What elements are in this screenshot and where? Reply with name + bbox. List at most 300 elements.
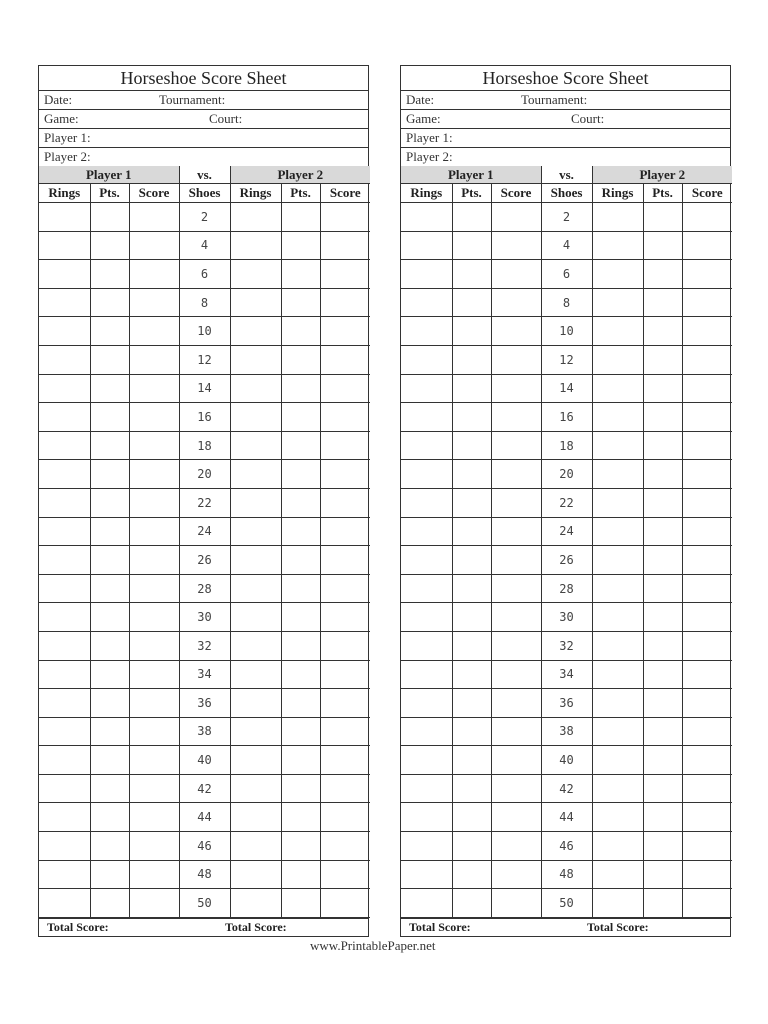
score-input-cell[interactable] (281, 288, 320, 317)
score-input-cell[interactable] (230, 603, 281, 632)
score-input-cell[interactable] (320, 832, 370, 861)
score-input-cell[interactable] (643, 803, 682, 832)
score-input-cell[interactable] (401, 546, 452, 575)
score-input-cell[interactable] (643, 546, 682, 575)
score-input-cell[interactable] (682, 260, 732, 289)
score-input-cell[interactable] (452, 460, 491, 489)
score-input-cell[interactable] (90, 288, 129, 317)
score-input-cell[interactable] (592, 431, 643, 460)
score-input-cell[interactable] (230, 488, 281, 517)
score-input-cell[interactable] (401, 460, 452, 489)
score-input-cell[interactable] (592, 889, 643, 918)
score-input-cell[interactable] (592, 345, 643, 374)
score-input-cell[interactable] (281, 832, 320, 861)
score-input-cell[interactable] (491, 546, 541, 575)
score-input-cell[interactable] (491, 832, 541, 861)
score-input-cell[interactable] (643, 689, 682, 718)
score-input-cell[interactable] (491, 488, 541, 517)
score-input-cell[interactable] (643, 260, 682, 289)
score-input-cell[interactable] (90, 431, 129, 460)
score-input-cell[interactable] (491, 803, 541, 832)
score-input-cell[interactable] (39, 689, 90, 718)
score-input-cell[interactable] (39, 231, 90, 260)
score-input-cell[interactable] (452, 689, 491, 718)
score-input-cell[interactable] (401, 431, 452, 460)
score-input-cell[interactable] (592, 574, 643, 603)
score-input-cell[interactable] (129, 546, 179, 575)
score-input-cell[interactable] (39, 431, 90, 460)
score-input-cell[interactable] (129, 717, 179, 746)
score-input-cell[interactable] (281, 488, 320, 517)
score-input-cell[interactable] (682, 403, 732, 432)
score-input-cell[interactable] (401, 717, 452, 746)
score-input-cell[interactable] (592, 774, 643, 803)
score-input-cell[interactable] (39, 574, 90, 603)
score-input-cell[interactable] (129, 689, 179, 718)
score-input-cell[interactable] (643, 488, 682, 517)
score-input-cell[interactable] (230, 317, 281, 346)
score-input-cell[interactable] (320, 517, 370, 546)
score-input-cell[interactable] (491, 431, 541, 460)
score-input-cell[interactable] (320, 889, 370, 918)
score-input-cell[interactable] (129, 832, 179, 861)
score-input-cell[interactable] (320, 860, 370, 889)
score-input-cell[interactable] (281, 717, 320, 746)
score-input-cell[interactable] (401, 660, 452, 689)
score-input-cell[interactable] (230, 860, 281, 889)
score-input-cell[interactable] (129, 603, 179, 632)
score-input-cell[interactable] (643, 431, 682, 460)
score-input-cell[interactable] (643, 345, 682, 374)
score-input-cell[interactable] (643, 403, 682, 432)
score-input-cell[interactable] (401, 631, 452, 660)
score-input-cell[interactable] (230, 717, 281, 746)
score-input-cell[interactable] (39, 288, 90, 317)
score-input-cell[interactable] (452, 832, 491, 861)
score-input-cell[interactable] (643, 774, 682, 803)
score-input-cell[interactable] (592, 231, 643, 260)
score-input-cell[interactable] (643, 288, 682, 317)
score-input-cell[interactable] (643, 374, 682, 403)
score-input-cell[interactable] (281, 345, 320, 374)
score-input-cell[interactable] (39, 517, 90, 546)
score-input-cell[interactable] (129, 660, 179, 689)
score-input-cell[interactable] (320, 231, 370, 260)
score-input-cell[interactable] (90, 203, 129, 232)
score-input-cell[interactable] (452, 203, 491, 232)
score-input-cell[interactable] (491, 460, 541, 489)
score-input-cell[interactable] (643, 660, 682, 689)
score-input-cell[interactable] (491, 889, 541, 918)
score-input-cell[interactable] (230, 403, 281, 432)
score-input-cell[interactable] (592, 746, 643, 775)
score-input-cell[interactable] (452, 488, 491, 517)
score-input-cell[interactable] (401, 231, 452, 260)
player1-row[interactable] (39, 129, 368, 148)
score-input-cell[interactable] (320, 345, 370, 374)
score-input-cell[interactable] (643, 231, 682, 260)
score-input-cell[interactable] (320, 317, 370, 346)
score-input-cell[interactable] (643, 746, 682, 775)
score-input-cell[interactable] (592, 689, 643, 718)
score-input-cell[interactable] (281, 889, 320, 918)
date-tournament-row[interactable] (401, 91, 730, 110)
score-input-cell[interactable] (230, 460, 281, 489)
score-input-cell[interactable] (491, 203, 541, 232)
score-input-cell[interactable] (90, 746, 129, 775)
score-input-cell[interactable] (643, 460, 682, 489)
score-input-cell[interactable] (90, 832, 129, 861)
score-input-cell[interactable] (682, 488, 732, 517)
date-tournament-row[interactable] (39, 91, 368, 110)
score-input-cell[interactable] (452, 231, 491, 260)
score-input-cell[interactable] (230, 803, 281, 832)
score-input-cell[interactable] (491, 631, 541, 660)
score-input-cell[interactable] (643, 832, 682, 861)
score-input-cell[interactable] (39, 203, 90, 232)
score-input-cell[interactable] (643, 889, 682, 918)
score-input-cell[interactable] (281, 260, 320, 289)
score-input-cell[interactable] (682, 860, 732, 889)
score-input-cell[interactable] (39, 546, 90, 575)
score-input-cell[interactable] (682, 546, 732, 575)
score-input-cell[interactable] (491, 403, 541, 432)
score-input-cell[interactable] (320, 603, 370, 632)
score-input-cell[interactable] (592, 374, 643, 403)
score-input-cell[interactable] (682, 374, 732, 403)
score-input-cell[interactable] (452, 603, 491, 632)
score-input-cell[interactable] (452, 317, 491, 346)
score-input-cell[interactable] (452, 260, 491, 289)
score-input-cell[interactable] (401, 288, 452, 317)
score-input-cell[interactable] (230, 517, 281, 546)
score-input-cell[interactable] (592, 660, 643, 689)
score-input-cell[interactable] (643, 631, 682, 660)
score-input-cell[interactable] (129, 631, 179, 660)
score-input-cell[interactable] (39, 774, 90, 803)
score-input-cell[interactable] (39, 317, 90, 346)
score-input-cell[interactable] (452, 717, 491, 746)
score-input-cell[interactable] (39, 374, 90, 403)
score-input-cell[interactable] (90, 260, 129, 289)
score-input-cell[interactable] (320, 403, 370, 432)
score-input-cell[interactable] (452, 345, 491, 374)
score-input-cell[interactable] (90, 603, 129, 632)
score-input-cell[interactable] (39, 460, 90, 489)
score-input-cell[interactable] (281, 460, 320, 489)
score-input-cell[interactable] (230, 374, 281, 403)
score-input-cell[interactable] (452, 431, 491, 460)
score-input-cell[interactable] (39, 631, 90, 660)
game-court-row[interactable] (39, 110, 368, 129)
score-input-cell[interactable] (230, 574, 281, 603)
score-input-cell[interactable] (230, 774, 281, 803)
score-input-cell[interactable] (39, 660, 90, 689)
score-input-cell[interactable] (230, 689, 281, 718)
score-input-cell[interactable] (230, 431, 281, 460)
score-input-cell[interactable] (592, 860, 643, 889)
score-input-cell[interactable] (452, 803, 491, 832)
score-input-cell[interactable] (90, 488, 129, 517)
score-input-cell[interactable] (491, 288, 541, 317)
score-input-cell[interactable] (401, 689, 452, 718)
score-input-cell[interactable] (401, 317, 452, 346)
score-input-cell[interactable] (592, 260, 643, 289)
score-input-cell[interactable] (39, 860, 90, 889)
score-input-cell[interactable] (643, 603, 682, 632)
score-input-cell[interactable] (401, 860, 452, 889)
score-input-cell[interactable] (643, 517, 682, 546)
score-input-cell[interactable] (90, 517, 129, 546)
score-input-cell[interactable] (452, 546, 491, 575)
score-input-cell[interactable] (230, 231, 281, 260)
score-input-cell[interactable] (129, 374, 179, 403)
player1-row[interactable] (401, 129, 730, 148)
score-input-cell[interactable] (281, 231, 320, 260)
score-input-cell[interactable] (39, 746, 90, 775)
score-input-cell[interactable] (452, 517, 491, 546)
score-input-cell[interactable] (90, 689, 129, 718)
score-input-cell[interactable] (592, 803, 643, 832)
score-input-cell[interactable] (491, 746, 541, 775)
score-input-cell[interactable] (592, 832, 643, 861)
player2-row[interactable] (401, 148, 730, 166)
score-input-cell[interactable] (90, 574, 129, 603)
score-input-cell[interactable] (682, 345, 732, 374)
score-input-cell[interactable] (90, 460, 129, 489)
score-input-cell[interactable] (90, 403, 129, 432)
score-input-cell[interactable] (320, 288, 370, 317)
score-input-cell[interactable] (592, 717, 643, 746)
score-input-cell[interactable] (90, 889, 129, 918)
score-input-cell[interactable] (129, 317, 179, 346)
score-input-cell[interactable] (230, 746, 281, 775)
score-input-cell[interactable] (281, 546, 320, 575)
score-input-cell[interactable] (281, 803, 320, 832)
score-input-cell[interactable] (230, 345, 281, 374)
score-input-cell[interactable] (39, 403, 90, 432)
score-input-cell[interactable] (129, 345, 179, 374)
score-input-cell[interactable] (281, 403, 320, 432)
score-input-cell[interactable] (230, 546, 281, 575)
score-input-cell[interactable] (592, 203, 643, 232)
score-input-cell[interactable] (491, 717, 541, 746)
score-input-cell[interactable] (491, 260, 541, 289)
score-input-cell[interactable] (320, 717, 370, 746)
score-input-cell[interactable] (682, 517, 732, 546)
score-input-cell[interactable] (320, 689, 370, 718)
score-input-cell[interactable] (682, 317, 732, 346)
score-input-cell[interactable] (90, 345, 129, 374)
score-input-cell[interactable] (320, 203, 370, 232)
score-input-cell[interactable] (90, 660, 129, 689)
score-input-cell[interactable] (320, 803, 370, 832)
score-input-cell[interactable] (592, 403, 643, 432)
score-input-cell[interactable] (39, 603, 90, 632)
score-input-cell[interactable] (682, 574, 732, 603)
score-input-cell[interactable] (643, 317, 682, 346)
score-input-cell[interactable] (682, 746, 732, 775)
score-input-cell[interactable] (491, 603, 541, 632)
score-input-cell[interactable] (281, 860, 320, 889)
score-input-cell[interactable] (682, 460, 732, 489)
score-input-cell[interactable] (452, 374, 491, 403)
score-input-cell[interactable] (230, 203, 281, 232)
score-input-cell[interactable] (320, 746, 370, 775)
score-input-cell[interactable] (281, 660, 320, 689)
score-input-cell[interactable] (129, 889, 179, 918)
score-input-cell[interactable] (129, 574, 179, 603)
score-input-cell[interactable] (129, 231, 179, 260)
score-input-cell[interactable] (491, 517, 541, 546)
score-input-cell[interactable] (320, 374, 370, 403)
score-input-cell[interactable] (592, 317, 643, 346)
score-input-cell[interactable] (129, 746, 179, 775)
score-input-cell[interactable] (39, 488, 90, 517)
score-input-cell[interactable] (90, 860, 129, 889)
score-input-cell[interactable] (90, 774, 129, 803)
score-input-cell[interactable] (230, 631, 281, 660)
score-input-cell[interactable] (401, 603, 452, 632)
score-input-cell[interactable] (401, 746, 452, 775)
score-input-cell[interactable] (90, 374, 129, 403)
score-input-cell[interactable] (129, 774, 179, 803)
score-input-cell[interactable] (592, 546, 643, 575)
score-input-cell[interactable] (230, 889, 281, 918)
score-input-cell[interactable] (320, 631, 370, 660)
score-input-cell[interactable] (39, 345, 90, 374)
score-input-cell[interactable] (320, 260, 370, 289)
score-input-cell[interactable] (643, 574, 682, 603)
score-input-cell[interactable] (452, 746, 491, 775)
score-input-cell[interactable] (129, 488, 179, 517)
player2-row[interactable] (39, 148, 368, 166)
score-input-cell[interactable] (320, 574, 370, 603)
score-input-cell[interactable] (90, 231, 129, 260)
score-input-cell[interactable] (592, 631, 643, 660)
score-input-cell[interactable] (90, 317, 129, 346)
score-input-cell[interactable] (401, 774, 452, 803)
score-input-cell[interactable] (682, 689, 732, 718)
score-input-cell[interactable] (281, 431, 320, 460)
score-input-cell[interactable] (491, 660, 541, 689)
score-input-cell[interactable] (129, 517, 179, 546)
score-input-cell[interactable] (452, 889, 491, 918)
score-input-cell[interactable] (682, 889, 732, 918)
score-input-cell[interactable] (401, 574, 452, 603)
score-input-cell[interactable] (491, 231, 541, 260)
score-input-cell[interactable] (401, 345, 452, 374)
score-input-cell[interactable] (129, 403, 179, 432)
score-input-cell[interactable] (129, 460, 179, 489)
score-input-cell[interactable] (682, 774, 732, 803)
score-input-cell[interactable] (401, 832, 452, 861)
score-input-cell[interactable] (281, 203, 320, 232)
score-input-cell[interactable] (491, 860, 541, 889)
score-input-cell[interactable] (401, 374, 452, 403)
score-input-cell[interactable] (592, 460, 643, 489)
score-input-cell[interactable] (230, 660, 281, 689)
score-input-cell[interactable] (320, 660, 370, 689)
score-input-cell[interactable] (320, 431, 370, 460)
score-input-cell[interactable] (682, 203, 732, 232)
score-input-cell[interactable] (682, 431, 732, 460)
score-input-cell[interactable] (39, 889, 90, 918)
score-input-cell[interactable] (320, 546, 370, 575)
score-input-cell[interactable] (682, 832, 732, 861)
score-input-cell[interactable] (281, 774, 320, 803)
score-input-cell[interactable] (401, 203, 452, 232)
score-input-cell[interactable] (491, 774, 541, 803)
score-input-cell[interactable] (90, 717, 129, 746)
score-input-cell[interactable] (682, 631, 732, 660)
score-input-cell[interactable] (281, 746, 320, 775)
score-input-cell[interactable] (682, 660, 732, 689)
score-input-cell[interactable] (39, 717, 90, 746)
score-input-cell[interactable] (401, 403, 452, 432)
score-input-cell[interactable] (320, 488, 370, 517)
score-input-cell[interactable] (491, 374, 541, 403)
score-input-cell[interactable] (230, 832, 281, 861)
score-input-cell[interactable] (401, 260, 452, 289)
score-input-cell[interactable] (643, 717, 682, 746)
score-input-cell[interactable] (39, 260, 90, 289)
score-input-cell[interactable] (643, 860, 682, 889)
score-input-cell[interactable] (401, 488, 452, 517)
score-input-cell[interactable] (401, 517, 452, 546)
score-input-cell[interactable] (682, 717, 732, 746)
score-input-cell[interactable] (39, 832, 90, 861)
score-input-cell[interactable] (452, 574, 491, 603)
score-input-cell[interactable] (452, 631, 491, 660)
score-input-cell[interactable] (592, 603, 643, 632)
score-input-cell[interactable] (682, 288, 732, 317)
score-input-cell[interactable] (230, 260, 281, 289)
score-input-cell[interactable] (281, 317, 320, 346)
score-input-cell[interactable] (592, 517, 643, 546)
score-input-cell[interactable] (129, 260, 179, 289)
score-input-cell[interactable] (592, 288, 643, 317)
score-input-cell[interactable] (90, 631, 129, 660)
score-input-cell[interactable] (281, 374, 320, 403)
score-input-cell[interactable] (682, 603, 732, 632)
game-court-row[interactable] (401, 110, 730, 129)
score-input-cell[interactable] (401, 803, 452, 832)
score-input-cell[interactable] (39, 803, 90, 832)
score-input-cell[interactable] (129, 431, 179, 460)
score-input-cell[interactable] (320, 460, 370, 489)
score-input-cell[interactable] (452, 660, 491, 689)
score-input-cell[interactable] (452, 774, 491, 803)
score-input-cell[interactable] (129, 203, 179, 232)
score-input-cell[interactable] (129, 288, 179, 317)
score-input-cell[interactable] (452, 860, 491, 889)
score-input-cell[interactable] (491, 574, 541, 603)
score-input-cell[interactable] (643, 203, 682, 232)
score-input-cell[interactable] (281, 574, 320, 603)
score-input-cell[interactable] (452, 403, 491, 432)
score-input-cell[interactable] (682, 803, 732, 832)
score-input-cell[interactable] (452, 288, 491, 317)
score-input-cell[interactable] (320, 774, 370, 803)
score-input-cell[interactable] (491, 689, 541, 718)
score-input-cell[interactable] (281, 517, 320, 546)
score-input-cell[interactable] (682, 231, 732, 260)
score-input-cell[interactable] (401, 889, 452, 918)
score-input-cell[interactable] (90, 546, 129, 575)
score-input-cell[interactable] (281, 689, 320, 718)
score-input-cell[interactable] (230, 288, 281, 317)
